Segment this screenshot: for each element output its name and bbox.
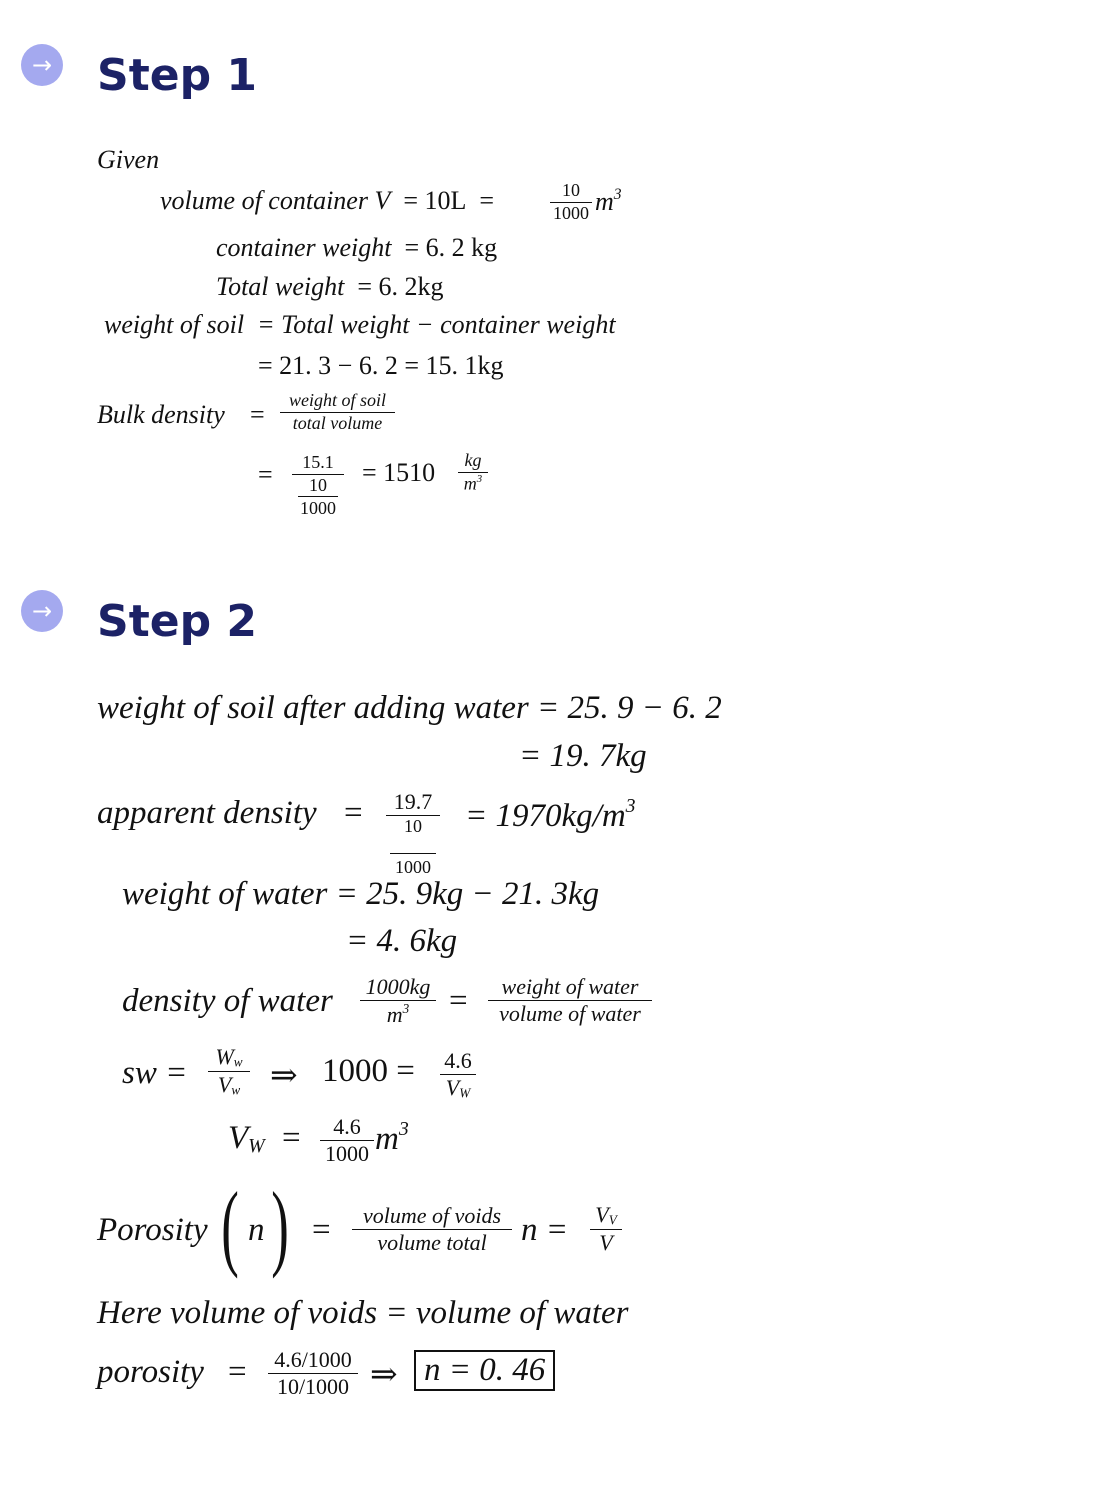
sw-rhs-fraction: 4.6 $V_W$: [440, 1049, 476, 1101]
porosity-final-label: porosity: [97, 1354, 204, 1390]
porosity-eq: =: [312, 1212, 331, 1248]
implies-symbol: ⇒: [270, 1058, 298, 1094]
step-1-title: Step 1: [97, 50, 257, 101]
volume-line: volume of container V = 10L =: [160, 186, 495, 215]
apparent-fraction: 19.7 10 1000: [386, 790, 440, 876]
porosity-label: Porosity: [97, 1212, 208, 1248]
porosity-n: n: [248, 1212, 265, 1248]
soil-after-water-line: weight of soil after adding water = 25. 9 − 6. 2: [97, 690, 722, 726]
bulk-density-fraction: weight of soil total volume: [280, 391, 395, 434]
porosity-final-eq: =: [228, 1354, 247, 1390]
vw-eq: =: [282, 1120, 301, 1156]
water-fraction: weight of water volume of water: [488, 975, 652, 1026]
weight-of-water-result: = 4. 6kg: [346, 923, 458, 959]
step-2-title: Step 2: [97, 596, 257, 647]
total-weight-line: Total weight = 6. 2kg: [216, 272, 444, 301]
density-water-label: density of water: [122, 983, 333, 1019]
soil-after-water-result: = 19. 7kg: [519, 738, 647, 774]
arrow-right-icon: →: [21, 590, 63, 632]
bulk-calc-eq: =: [258, 460, 273, 489]
implies-symbol-2: ⇒: [370, 1357, 398, 1393]
apparent-density-label: apparent density: [97, 795, 317, 831]
n-eq: n =: [521, 1212, 569, 1248]
n-fraction: $V_V$ V: [590, 1203, 622, 1255]
vw-fraction: 4.6 1000: [320, 1115, 374, 1166]
final-answer-box: n = 0. 46: [414, 1350, 555, 1391]
left-paren: (: [221, 1172, 239, 1279]
apparent-eq: =: [344, 795, 363, 831]
sw-1000: 1000 =: [322, 1053, 415, 1089]
density-water-eq: =: [449, 983, 468, 1019]
apparent-result: = $1970kg/m^3$: [465, 795, 636, 834]
bulk-unit-fraction: kg $m^3$: [458, 451, 488, 494]
weight-of-water-line: weight of water = 25. 9kg − 21. 3kg: [122, 876, 600, 912]
arrow-right-icon: →: [21, 44, 63, 86]
porosity-fraction: volume of voids volume total: [352, 1204, 512, 1255]
container-weight-line: container weight = 6. 2 kg: [216, 233, 498, 262]
weight-of-soil-calc: = 21. 3 − 6. 2 = 15. 1kg: [258, 351, 504, 380]
bulk-result: = 1510: [362, 458, 436, 487]
voids-statement: Here volume of voids = volume of water: [97, 1295, 629, 1331]
right-paren: ): [271, 1172, 289, 1279]
vw-unit: $m^3$: [375, 1118, 409, 1157]
weight-of-soil-line: weight of soil = Total weight − container weight: [104, 310, 616, 339]
bulk-density-eq: =: [250, 400, 265, 429]
volume-fraction: 10 1000: [550, 181, 592, 224]
sw-label: sw =: [122, 1055, 188, 1091]
porosity-final-fraction: 4.6/1000 10/1000: [268, 1348, 358, 1399]
given-label: Given: [97, 145, 160, 174]
bulk-density-label: Bulk density: [97, 400, 225, 429]
density-water-fraction: 1000kg $m^3$: [360, 975, 436, 1028]
vw-label: $V_W$: [228, 1120, 265, 1157]
volume-unit: $m^3$: [595, 186, 622, 216]
sw-fraction: $W_w$ $V_w$: [208, 1045, 250, 1098]
bulk-calc-fraction: 15.1 10 1000: [292, 453, 344, 517]
